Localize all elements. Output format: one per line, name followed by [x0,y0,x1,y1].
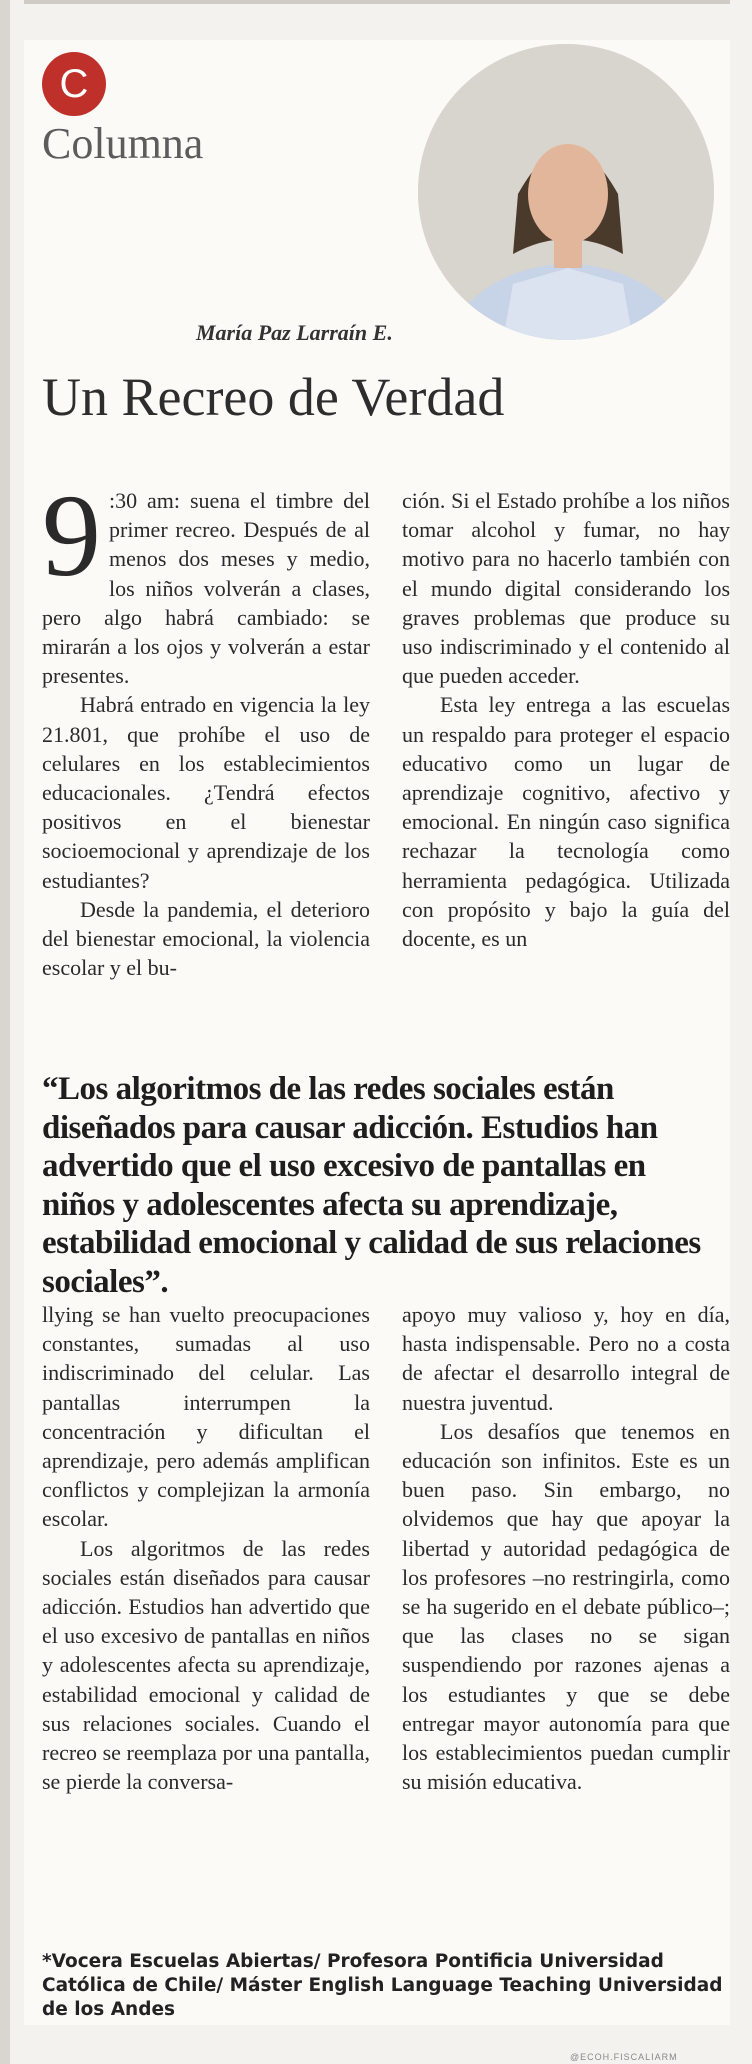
pull-quote: “Los algoritmos de las redes sociales están diseñados para causar adicción. Estudios han advertido que el uso excesivo de pantallas en niños y adolescentes afecta su aprendizaje, estabilidad emocional y calidad de sus relaciones sociales”. [42,1071,701,1300]
paragraph: Desde la pandemia, el deterioro del bienestar emocional, la violencia escolar y el bu- [42,896,370,981]
paragraph: Los desafíos que tenemos en educación son infinitos. Este es un buen paso. Sin embargo, no olvidemos que hay que apoyar la libertad y autoridad pedagógica de los profesores –no restringirla, como se ha sugerido en el debate público–; que las clases no se sigan suspendiendo por razones ajenas a los estudiantes y que se debe entregar mayor autonomía para que los establecimientos puedan cumplir su misión educativa. [402,1418,730,1795]
paragraph: Los algoritmos de las redes sociales están diseñados para causar adicción. Estudios han advertido que el uso excesivo de pantallas en niños y adolescentes afecta su aprendizaje, estabilidad emocional y calidad de sus relaciones sociales. Cuando el recreo se reemplaza por una pantalla, se pierde la conversa- [42,1535,370,1795]
headline: Un Recreo de Verdad [42,367,505,427]
author-photo [418,44,714,340]
photo-credit: @ECOH.FISCALIARM [570,2052,678,2062]
section-badge: C [42,52,106,116]
paragraph [42,470,370,690]
paragraph: llying se han vuelto preocupaciones constantes, sumadas al uso indiscriminado del celular. Las pantallas interrumpen la concentración y dificultan el aprendizaje, pero además amplifican conflictos y complejizan la armonía escolar. [42,1302,370,1532]
paragraph: apoyo muy valioso y, hoy en día, hasta indispensable. Pero no a costa de afectar el desarrollo integral de nuestra juventud. [402,1302,730,1415]
author-byline: María Paz Larraín E. [196,320,393,345]
column-4 [402,1300,730,1796]
column-2 [402,486,730,953]
paragraph: ción. Si el Estado prohíbe a los niños tomar alcohol y fumar, no hay motivo para no hacerlo también con el mundo digital considerando los graves problemas que produce su uso indiscriminado y el contenido al que pueden acceder. [402,488,730,689]
section-label: Columna [42,119,204,168]
paragraph-text: :30 am: suena el timbre del primer recreo. Después de al menos dos meses y medio, los niños volverán a clases, pero algo habrá cambiado: se mirarán a los ojos y volverán a estar presentes. [42,488,370,689]
page-edge [0,0,10,2064]
paragraph: Habrá entrado en vigencia la ley 21.801, que prohíbe el uso de celulares en los establecimientos educacionales. ¿Tendrá efectos positivos en el bienestar socioemocional y aprendizaje de los estudiantes? [42,692,370,893]
paragraph: Esta ley entrega a las escuelas un respaldo para proteger el espacio educativo como un lugar de aprendizaje cognitivo, afectivo y emocional. En ningún caso significa rechazar la tecnología como herramienta pedagógica. Utilizada con propósito y bajo la guía del docente, es un [402,692,730,952]
drop-cap: 9 [42,470,101,601]
top-rule [24,0,730,4]
author-portrait [418,44,714,340]
column-3 [42,1300,370,1796]
column-1 [42,470,370,982]
author-footnote: *Vocera Escuelas Abiertas/ Profesora Pontificia Universidad Católica de Chile/ Máster English Language Teaching Universidad de los Andes [42,1951,723,2020]
